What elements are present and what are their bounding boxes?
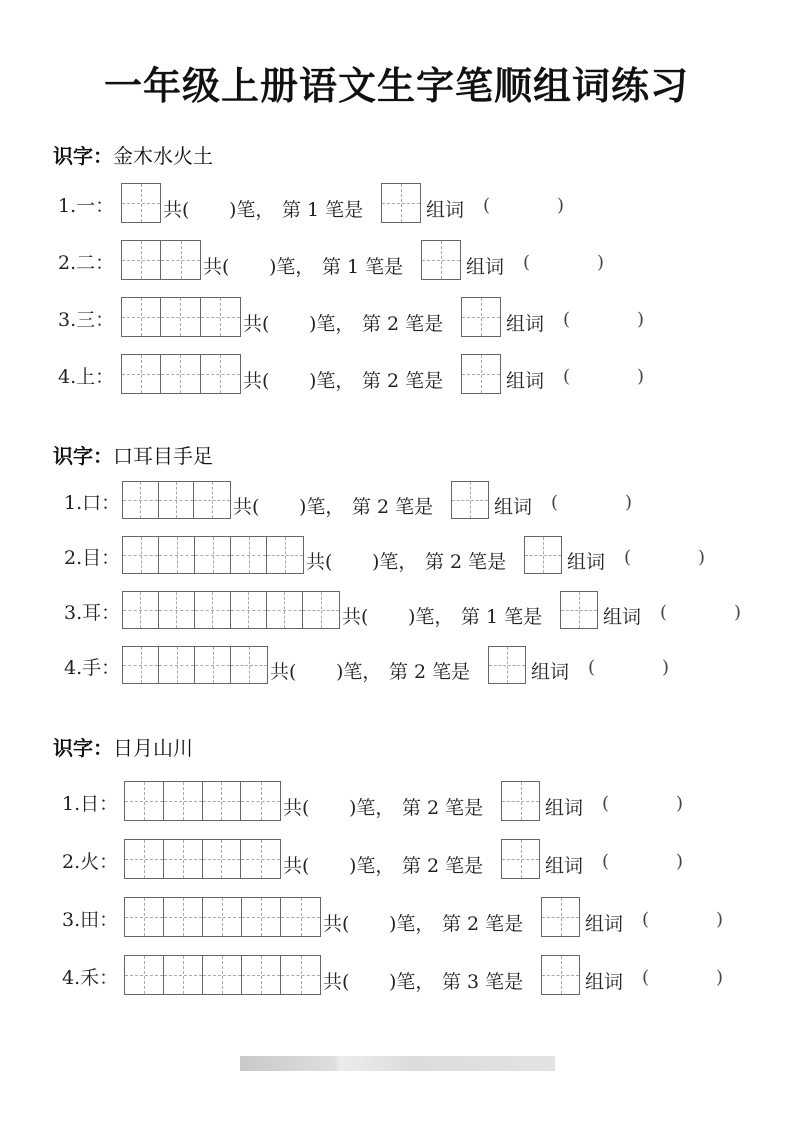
tianzige-cell[interactable] (123, 537, 159, 573)
exercise-row (0, 897, 793, 937)
stroke-order-grid[interactable] (121, 183, 161, 223)
stroke-order-grid[interactable] (121, 354, 241, 394)
tianzige-cell[interactable] (122, 241, 161, 279)
tianzige-cell[interactable] (561, 592, 597, 628)
total-strokes-suffix: )笔， (408, 606, 454, 628)
tianzige-cell[interactable] (267, 537, 303, 573)
tianzige-cell[interactable] (122, 355, 161, 393)
tianzige-cell[interactable] (125, 840, 164, 878)
section-label: 识字： (53, 444, 113, 468)
nth-stroke-text: 第 2 笔是 (362, 370, 444, 392)
tianzige-cell[interactable] (161, 298, 200, 336)
tianzige-cell[interactable] (159, 647, 195, 683)
nth-stroke-text: 第 1 笔是 (282, 199, 364, 221)
total-strokes-suffix: )笔， (299, 496, 345, 518)
total-strokes-suffix: )笔， (372, 551, 418, 573)
tianzige-cell[interactable] (452, 482, 488, 518)
word-label: 组词 (426, 199, 465, 221)
tianzige-cell[interactable] (161, 355, 200, 393)
stroke-order-grid[interactable] (122, 481, 231, 519)
nth-stroke-answer-box[interactable] (541, 955, 580, 995)
nth-stroke-text: 第 2 笔是 (402, 797, 484, 819)
total-strokes-blank[interactable] (201, 195, 229, 217)
exercise-row (0, 481, 793, 519)
stroke-order-grid[interactable] (122, 646, 268, 684)
word-open-paren: ( (642, 909, 650, 930)
word-label: 组词 (545, 855, 584, 877)
page-title: 一年级上册语文生字笔顺组词练习 (103, 64, 689, 108)
total-strokes-blank[interactable] (241, 252, 269, 274)
total-strokes-prefix: 共( (243, 370, 270, 392)
total-strokes-suffix: )笔， (389, 971, 435, 993)
tianzige-cell[interactable] (195, 592, 231, 628)
word-label: 组词 (585, 913, 624, 935)
tianzige-cell[interactable] (194, 482, 230, 518)
total-strokes-prefix: 共( (203, 256, 230, 278)
stroke-order-grid[interactable] (122, 591, 340, 629)
total-strokes-suffix: )笔， (269, 256, 315, 278)
total-strokes-prefix: 共( (270, 661, 297, 683)
word-open-paren: ( (523, 252, 531, 273)
nth-stroke-text: 第 2 笔是 (362, 313, 444, 335)
tianzige-cell[interactable] (164, 840, 203, 878)
total-strokes-blank[interactable] (271, 492, 299, 514)
word-open-paren: ( (483, 195, 491, 216)
question-label: 1.一： (58, 195, 115, 217)
total-strokes-prefix: 共( (306, 551, 333, 573)
nth-stroke-answer-box[interactable] (541, 897, 580, 937)
word-answer-blank[interactable] (640, 547, 695, 569)
question-label: 2.二： (58, 252, 115, 274)
total-strokes-suffix: )笔， (309, 370, 355, 392)
total-strokes-suffix: )笔， (349, 855, 395, 877)
nth-stroke-answer-box[interactable] (524, 536, 562, 574)
tianzige-cell[interactable] (201, 355, 240, 393)
stroke-order-grid[interactable] (121, 240, 201, 280)
stroke-order-grid[interactable] (122, 536, 304, 574)
tianzige-cell[interactable] (242, 898, 281, 936)
total-strokes-blank[interactable] (321, 851, 349, 873)
tianzige-cell[interactable] (125, 782, 164, 820)
total-strokes-blank[interactable] (361, 967, 389, 989)
word-close-paren: ) (676, 793, 684, 814)
exercise-row (0, 839, 793, 879)
question-label: 1.日： (62, 793, 119, 815)
exercise-row (0, 591, 793, 629)
tianzige-cell[interactable] (281, 898, 320, 936)
total-strokes-prefix: 共( (163, 199, 190, 221)
nth-stroke-text: 第 1 笔是 (461, 606, 543, 628)
tianzige-cell[interactable] (502, 840, 539, 878)
total-strokes-prefix: 共( (323, 971, 350, 993)
total-strokes-suffix: )笔， (349, 797, 395, 819)
nth-stroke-answer-box[interactable] (488, 646, 526, 684)
word-close-paren: ) (662, 657, 670, 678)
total-strokes-suffix: )笔， (336, 661, 382, 683)
word-open-paren: ( (602, 851, 610, 872)
word-open-paren: ( (588, 657, 596, 678)
word-label: 组词 (567, 551, 606, 573)
question-label: 2.目： (64, 547, 121, 569)
word-open-paren: ( (551, 492, 559, 513)
question-label: 4.上： (58, 366, 115, 388)
word-answer-blank[interactable] (618, 793, 673, 815)
tianzige-cell[interactable] (201, 298, 240, 336)
tianzige-cell[interactable] (303, 592, 339, 628)
section-heading (53, 140, 213, 169)
total-strokes-prefix: 共( (283, 797, 310, 819)
question-label: 3.三： (58, 309, 115, 331)
nth-stroke-answer-box[interactable] (451, 481, 489, 519)
word-close-paren: ) (716, 967, 724, 988)
word-answer-blank[interactable] (604, 657, 659, 679)
word-open-paren: ( (642, 967, 650, 988)
tianzige-cell[interactable] (159, 537, 195, 573)
tianzige-cell[interactable] (164, 898, 203, 936)
nth-stroke-answer-box[interactable] (560, 591, 598, 629)
tianzige-cell[interactable] (203, 956, 242, 994)
question-label: 2.火： (62, 851, 119, 873)
nth-stroke-text: 第 2 笔是 (442, 913, 524, 935)
question-label: 3.田： (62, 909, 119, 931)
total-strokes-prefix: 共( (342, 606, 369, 628)
word-close-paren: ) (676, 851, 684, 872)
tianzige-cell[interactable] (231, 537, 267, 573)
section-heading (53, 440, 213, 469)
nth-stroke-answer-box[interactable] (381, 183, 421, 223)
word-answer-blank[interactable] (579, 366, 634, 388)
tianzige-cell[interactable] (125, 898, 164, 936)
exercise-row (0, 536, 793, 574)
nth-stroke-answer-box[interactable] (461, 354, 501, 394)
total-strokes-blank[interactable] (380, 602, 408, 624)
tianzige-cell[interactable] (164, 956, 203, 994)
nth-stroke-answer-box[interactable] (501, 781, 540, 821)
exercise-row (0, 183, 793, 223)
tianzige-cell[interactable] (122, 298, 161, 336)
word-answer-blank[interactable] (676, 602, 731, 624)
word-close-paren: ) (716, 909, 724, 930)
tianzige-cell[interactable] (161, 241, 200, 279)
nth-stroke-text: 第 2 笔是 (352, 496, 434, 518)
total-strokes-prefix: 共( (283, 855, 310, 877)
total-strokes-blank[interactable] (321, 793, 349, 815)
tianzige-cell[interactable] (164, 782, 203, 820)
tianzige-cell[interactable] (203, 840, 242, 878)
exercise-row (0, 955, 793, 995)
section-characters: 金木水火土 (113, 144, 213, 168)
exercise-row (0, 240, 793, 280)
section-label: 识字： (53, 144, 113, 168)
stroke-order-grid[interactable] (124, 955, 321, 995)
nth-stroke-answer-box[interactable] (501, 839, 540, 879)
tianzige-cell[interactable] (122, 184, 160, 222)
exercise-row (0, 354, 793, 394)
question-label: 4.手： (64, 657, 121, 679)
word-answer-blank[interactable] (499, 195, 554, 217)
word-label: 组词 (603, 606, 642, 628)
exercise-row (0, 781, 793, 821)
tianzige-cell[interactable] (203, 782, 242, 820)
word-label: 组词 (506, 370, 545, 392)
total-strokes-blank[interactable] (344, 547, 372, 569)
word-open-paren: ( (563, 309, 571, 330)
tianzige-cell[interactable] (125, 956, 164, 994)
tianzige-cell[interactable] (489, 647, 525, 683)
tianzige-cell[interactable] (281, 956, 320, 994)
exercise-row (0, 297, 793, 337)
tianzige-cell[interactable] (267, 592, 303, 628)
word-close-paren: ) (557, 195, 565, 216)
word-open-paren: ( (624, 547, 632, 568)
tianzige-cell[interactable] (195, 647, 231, 683)
nth-stroke-text: 第 3 笔是 (442, 971, 524, 993)
word-close-paren: ) (698, 547, 706, 568)
stroke-order-grid[interactable] (124, 839, 281, 879)
total-strokes-blank[interactable] (281, 366, 309, 388)
word-open-paren: ( (660, 602, 668, 623)
question-label: 4.禾： (62, 967, 119, 989)
word-answer-blank[interactable] (539, 252, 594, 274)
tianzige-cell[interactable] (242, 956, 281, 994)
total-strokes-blank[interactable] (361, 909, 389, 931)
nth-stroke-text: 第 1 笔是 (322, 256, 404, 278)
word-close-paren: ) (734, 602, 742, 623)
word-close-paren: ) (637, 366, 645, 387)
nth-stroke-answer-box[interactable] (421, 240, 461, 280)
tianzige-cell[interactable] (542, 898, 579, 936)
tianzige-cell[interactable] (123, 647, 159, 683)
word-close-paren: ) (637, 309, 645, 330)
nth-stroke-text: 第 2 笔是 (402, 855, 484, 877)
word-label: 组词 (506, 313, 545, 335)
tianzige-cell[interactable] (542, 956, 579, 994)
nth-stroke-answer-box[interactable] (461, 297, 501, 337)
tianzige-cell[interactable] (123, 592, 159, 628)
tianzige-cell[interactable] (462, 298, 500, 336)
tianzige-cell[interactable] (195, 537, 231, 573)
stroke-order-grid[interactable] (124, 897, 321, 937)
tianzige-cell[interactable] (422, 241, 460, 279)
nth-stroke-text: 第 2 笔是 (389, 661, 471, 683)
tianzige-cell[interactable] (203, 898, 242, 936)
total-strokes-prefix: 共( (233, 496, 260, 518)
total-strokes-prefix: 共( (243, 313, 270, 335)
tianzige-cell[interactable] (123, 482, 159, 518)
total-strokes-prefix: 共( (323, 913, 350, 935)
tianzige-cell[interactable] (231, 647, 267, 683)
word-answer-blank[interactable] (658, 967, 713, 989)
tianzige-cell[interactable] (231, 592, 267, 628)
total-strokes-suffix: )笔， (389, 913, 435, 935)
section-characters: 日月山川 (113, 736, 193, 760)
section-characters: 口耳目手足 (113, 444, 213, 468)
tianzige-cell[interactable] (502, 782, 539, 820)
section-heading (53, 732, 193, 761)
stroke-order-grid[interactable] (124, 781, 281, 821)
tianzige-cell[interactable] (159, 482, 195, 518)
total-strokes-blank[interactable] (281, 309, 309, 331)
total-strokes-blank[interactable] (308, 657, 336, 679)
tianzige-cell[interactable] (525, 537, 561, 573)
word-label: 组词 (494, 496, 533, 518)
nth-stroke-text: 第 2 笔是 (425, 551, 507, 573)
word-close-paren: ) (597, 252, 605, 273)
total-strokes-suffix: )笔， (229, 199, 275, 221)
word-answer-blank[interactable] (618, 851, 673, 873)
blurred-footer-bar (240, 1056, 555, 1071)
stroke-order-grid[interactable] (121, 297, 241, 337)
word-open-paren: ( (602, 793, 610, 814)
tianzige-cell[interactable] (241, 840, 280, 878)
section-label: 识字： (53, 736, 113, 760)
word-label: 组词 (531, 661, 570, 683)
word-label: 组词 (466, 256, 505, 278)
word-answer-blank[interactable] (658, 909, 713, 931)
question-label: 1.口： (64, 492, 121, 514)
word-open-paren: ( (563, 366, 571, 387)
total-strokes-suffix: )笔， (309, 313, 355, 335)
exercise-row (0, 646, 793, 684)
tianzige-cell[interactable] (382, 184, 420, 222)
word-answer-blank[interactable] (567, 492, 622, 514)
word-answer-blank[interactable] (579, 309, 634, 331)
question-label: 3.耳： (64, 602, 121, 624)
word-label: 组词 (585, 971, 624, 993)
tianzige-cell[interactable] (462, 355, 500, 393)
tianzige-cell[interactable] (241, 782, 280, 820)
word-label: 组词 (545, 797, 584, 819)
tianzige-cell[interactable] (159, 592, 195, 628)
word-close-paren: ) (625, 492, 633, 513)
